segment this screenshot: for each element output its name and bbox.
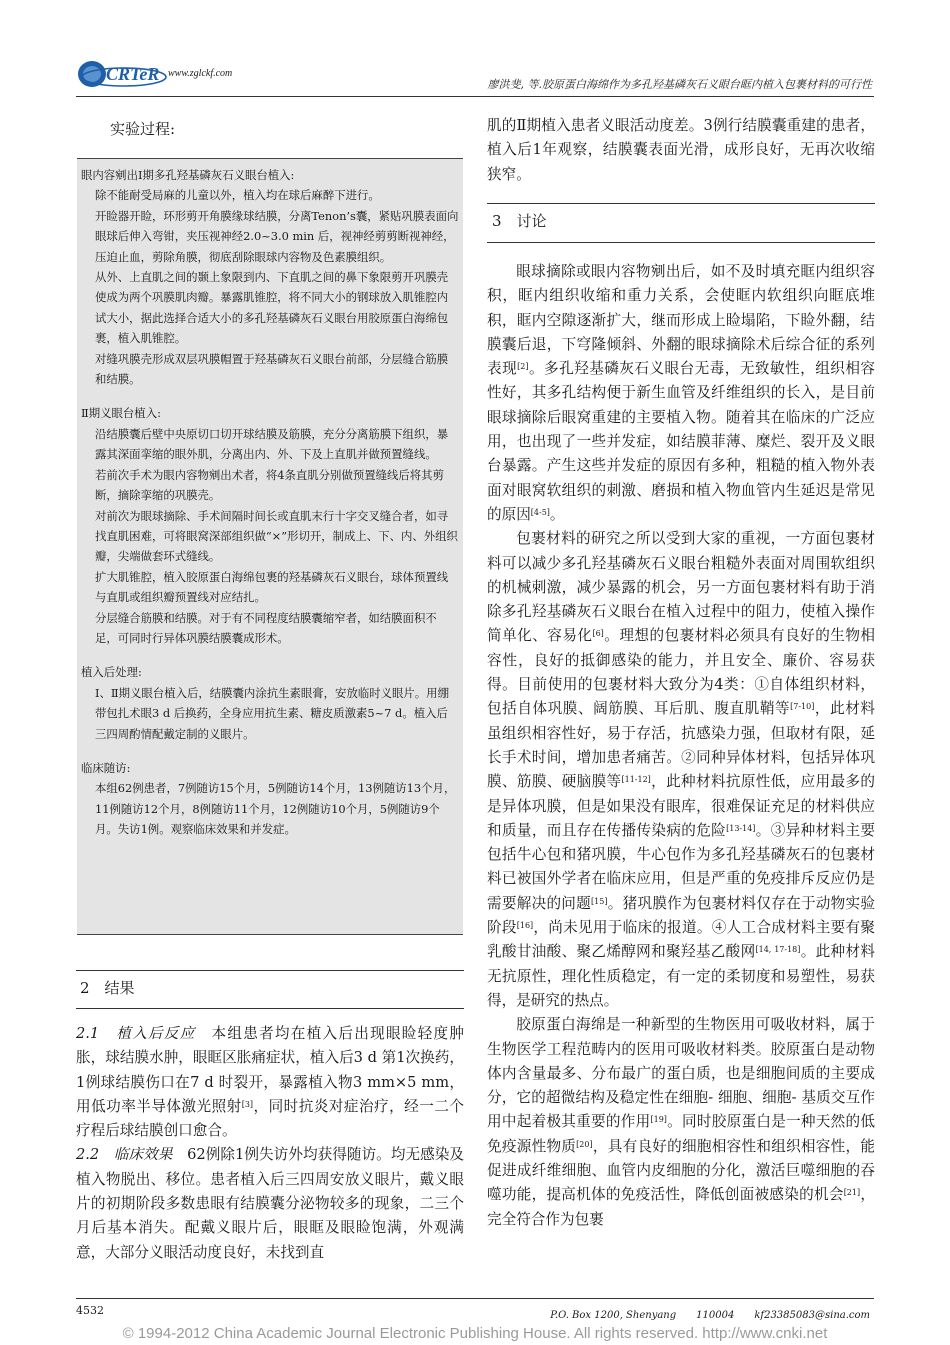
citation: [7-10]: [790, 702, 815, 712]
box-heading: 眼内容剜出Ⅰ期多孔羟基磷灰石义眼台植入:: [81, 168, 295, 182]
box-paragraph: 开睑器开睑，环形剪开角膜缘球结膜，分离Tenon’s囊，紧贴巩膜表面向眼球后伸入弯钳，夹压视神经2.0~3.0 min 后，视神经剪剪断视神经，压迫止血，剪除角膜，彻底刮除眼球内容物及色素膜组织。: [95, 208, 459, 264]
box-paragraph: 扩大肌锥腔，植入胶原蛋白海绵包裹的羟基磷灰石义眼台，球体预置线与直肌或组织瓣预置线对应结扎。: [95, 569, 449, 605]
box-paragraph: 对前次为眼球摘除、手术间隔时间长或直肌末行十字交叉缝合者，如寻找直肌困难，可将眼窝深部组织做“×”形切开，制成上、下、内、外组织瓣，尖端做套环式缝线。: [95, 508, 458, 564]
result-paragraph: 2.1 植入后反应 本组患者均在植入后出现眼睑轻度肿胀，球结膜水肿，眼眶区胀痛症状，植入后3 d 第1次换药，1例球结膜伤口在7 d 时裂开，暴露植入物3 mm×5 mm，用低功率半导体激光照射[3]，同时抗炎对症治疗，经一二个疗程后球结膜创口愈合。: [76, 1025, 464, 1140]
section-rule: [76, 970, 464, 971]
discussion-paragraph: 眼球摘除或眼内容物剜出后，如不及时填充眶内组织容积，眶内组织收缩和重力关系，会使眶内软组织向眶底堆积，眶内空隙逐渐扩大，继而形成上睑塌陷，下睑外翻，结膜囊后退，下穹隆倾斜、外翻的眼球摘除术后综合征的系列表现[2]。多孔羟基磷灰石义眼台无毒，无致敏性，组织相容性好，其多孔结构便于新生血管及纤维组织的长入，是目前眼球摘除后眼窝重建的主要植入物。随着其在临床的广泛应用，也出现了一些并发症，如结膜菲薄、糜烂、裂开及义眼台暴露。产生这些并发症的原因有多种，粗糙的植入物外表面对眼窝软组织的刺激、磨损和植入物血管内生延迟是常见的原因[4-5]。: [487, 263, 875, 523]
citation: [20]: [576, 1139, 593, 1149]
section-rule: [487, 203, 875, 204]
box-paragraph: 从外、上直肌之间的颞上象限到内、下直肌之间的鼻下象限剪开巩膜壳使成为两个巩膜肌肉瓣。暴露肌锥腔，将不同大小的钢球放入肌锥腔内试大小，据此选择合适大小的多孔羟基磷灰石义眼台用胶原蛋白海绵包裹，植入肌锥腔。: [95, 270, 449, 346]
citation: [6]: [592, 629, 604, 639]
running-title: 廖洪斐, 等.胶原蛋白海绵作为多孔羟基磷灰石义眼台眶内植入包裹材料的可行性: [487, 78, 872, 91]
subheading: 2.1 植入后反应: [76, 1025, 196, 1042]
citation: [21]: [843, 1188, 861, 1198]
box-heading: Ⅱ期义眼台植入:: [81, 406, 161, 421]
discussion-text: [487, 260, 875, 1232]
citation: [13-14]: [726, 823, 756, 833]
citation: [19]: [650, 1115, 667, 1125]
citation: [11-12]: [621, 775, 651, 785]
box-paragraph: 本组62例患者，7例随访15个月，5例随访14个月，13例随访13个月，11例随访12个月，8例随访11个月，12例随访10个月，5例随访9个月。失访1例。观察临床效果和并发症。: [95, 781, 456, 837]
lead-text: 实验过程:: [110, 120, 176, 138]
copyright-notice: © 1994-2012 China Academic Journal Electronic Publishing House. All rights reserved. http://www.cnki.net: [122, 1325, 828, 1342]
logo-text: CRTeR: [106, 64, 160, 84]
citation: [3]: [241, 1099, 254, 1109]
results-text: [76, 1022, 464, 1265]
box-heading: 植入后处理:: [81, 665, 142, 680]
result-paragraph: 2.2 临床效果 62例除1例失访外均获得随访。均无感染及植入物脱出、移位。患者植入后三四周安放义眼片，戴义眼片的初期阶段多数患眼有结膜囊分泌物较多的现象，二三个月后基本消失。配戴义眼片后，眼眶及眼睑饱满，外观满意，大部分义眼活动度良好，未找到直: [76, 1146, 464, 1261]
contact-info: P.O. Box 1200, Shenyang 110004 kf23385083@sina.com: [550, 1310, 870, 1321]
section-title-discussion: 3 讨论: [492, 212, 547, 230]
box-paragraph: 沿结膜囊后壁中央原切口切开球结膜及筋膜，充分分离筋膜下组织，暴露其深面挛缩的眼外肌，分离出内、外、下及上直肌并做预置缝线。: [95, 426, 449, 462]
citation: [14, 17-18]: [755, 945, 801, 955]
section-rule: [76, 1008, 464, 1009]
citation: [15]: [591, 896, 608, 906]
box-paragraph: Ⅰ、Ⅱ期义眼台植入后，结膜囊内涂抗生素眼膏，安放临时义眼片。用绷带包扎术眼3 d 后换药，全身应用抗生素、糖皮质激素5~7 d。植入后三四周酌情配戴定制的义眼片。: [95, 685, 449, 741]
citation: [4-5]: [530, 507, 550, 517]
box-heading: 临床随访:: [81, 760, 131, 775]
box-paragraph: 若前次手术为眼内容物剜出术者，将4条直肌分别做预置缝线后将其剪断，摘除挛缩的巩膜壳。: [95, 467, 444, 503]
header-rule: [76, 96, 874, 97]
discussion-paragraph: 胶原蛋白海绵是一种新型的生物医用可吸收材料，属于生物医学工程范畴内的医用可吸收材料类。胶原蛋白是动物体内含量最多、分布最广的蛋白质，也是细胞间质的主要成分，它的超微结构及稳定性在细胞- 细胞、细胞- 基质交互作用中起着极其重要的作用[19]。同时胶原蛋白是一种天然的低免疫源性物质[20]，具有良好的细胞相容性和组织相容性，能促进成纤维细胞、血管内皮细胞的分化，激活巨噬细胞的吞噬功能，提高机体的免疫活性，降低创面被感染的机会[21]，完全符合作为包裹: [487, 1016, 875, 1228]
box-paragraph: 对缝巩膜壳形成双层巩膜帽置于羟基磷灰石义眼台前部，分层缝合筋膜和结膜。: [95, 351, 449, 387]
citation: [2]: [517, 362, 529, 372]
site-url: www.zglckf.com: [168, 68, 233, 79]
journal-logo: [76, 58, 172, 90]
box-paragraph: 分层缝合筋膜和结膜。对于有不同程度结膜囊缩窄者，如结膜面积不足，可同时行异体巩膜结膜囊成形术。: [95, 610, 437, 645]
citation: [16]: [516, 921, 534, 931]
section-title-results: 2 结果: [80, 979, 135, 997]
subheading: 2.2 临床效果: [76, 1146, 173, 1164]
page-number: 4532: [76, 1304, 104, 1317]
section-rule: [487, 242, 875, 243]
procedure-box: [77, 158, 463, 935]
footer-rule: [76, 1298, 874, 1299]
box-paragraph: 除不能耐受局麻的儿童以外，植入均在球后麻醉下进行。: [95, 188, 380, 203]
continued-text: 肌的Ⅱ期植入患者义眼活动度差。3例行结膜囊重建的患者，植入后1年观察，结膜囊表面光滑，成形良好，无再次收缩狭窄。: [487, 117, 875, 183]
discussion-paragraph: 包裹材料的研究之所以受到大家的重视，一方面包裹材料可以减少多孔羟基磷灰石义眼台粗糙外表面对周围软组织的机械刺激，减少暴露的机会，另一方面包裹材料有助于消除多孔羟基磷灰石义眼台在植入过程中的阻力，使植入操作简单化、容易化[6]。理想的包裹材料必须具有良好的生物相容性，良好的抵御感染的能力，并且安全、廉价、容易获得。目前使用的包裹材料大致分为4类：①自体组织材料，包括自体巩膜、阔筋膜、耳后肌、腹直肌鞘等[7-10]，此材料虽组织相容性好，易于存活，抗感染力强，但取材有限，延长手术时间，增加患者痛苦。②同种异体材料，包括异体巩膜、筋膜、硬脑膜等[11-12]，此种材料抗原性低，应用最多的是异体巩膜，但是如果没有眼库，很难保证充足的材料供应和质量，而且存在传播传染病的危险[13-14]。③异种材料主要包括牛心包和猪巩膜，牛心包作为多孔羟基磷灰石的包裹材料已被国外学者在临床应用，但是严重的免疫排斥反应仍是需要解决的问题[15]。猪巩膜作为包裹材料仅存在于动物实验阶段[16]，尚未见用于临床的报道。④人工合成材料主要有聚乳酸甘油酸、聚乙烯醇网和聚羟基乙酸网[14, 17-18]。此种材料无抗原性，理化性质稳定，有一定的柔韧度和易塑性，易获得，是研究的热点。: [487, 530, 875, 1009]
